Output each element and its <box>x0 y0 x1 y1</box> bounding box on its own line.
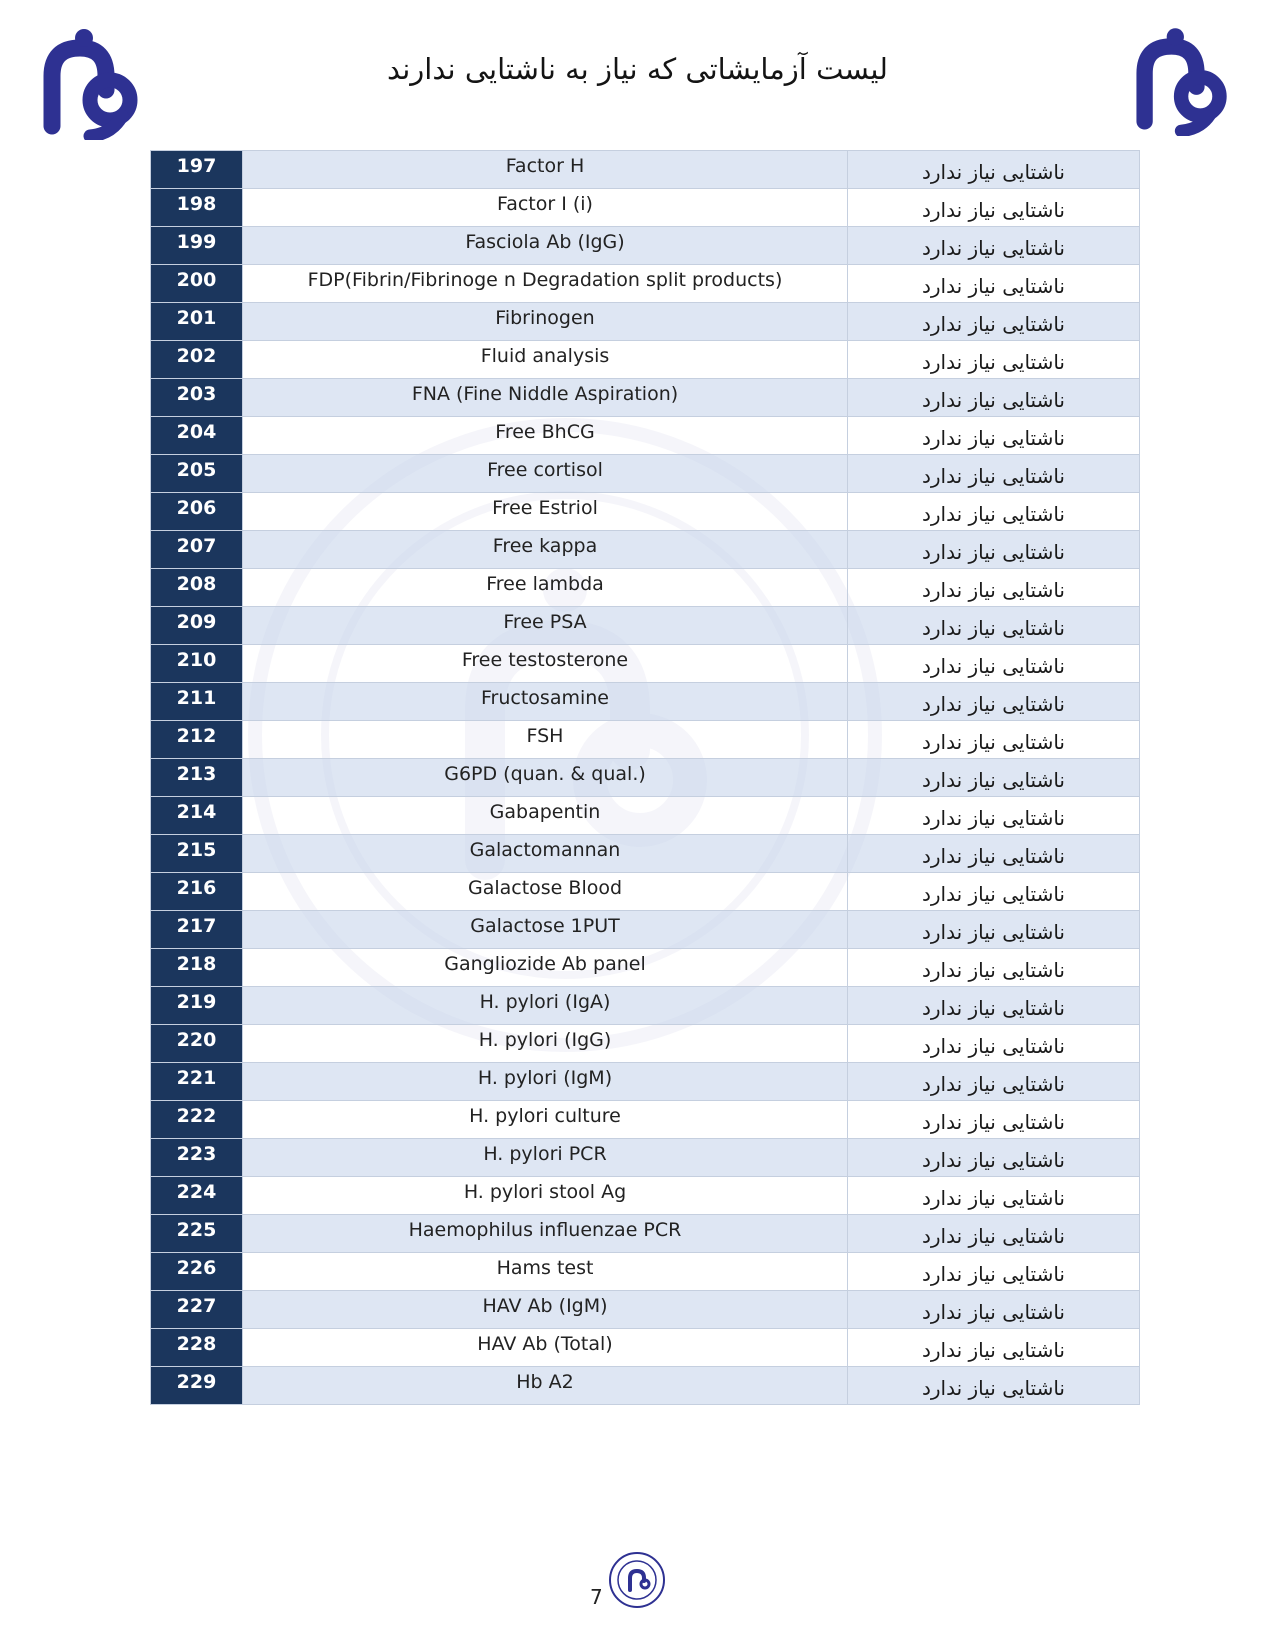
fasting-status: ناشتایی نیاز ندارد <box>848 417 1140 455</box>
fasting-status: ناشتایی نیاز ندارد <box>848 1215 1140 1253</box>
fasting-status: ناشتایی نیاز ندارد <box>848 303 1140 341</box>
table-row <box>151 531 1140 569</box>
test-name: Free BhCG <box>243 417 848 455</box>
test-name: Factor H <box>243 151 848 189</box>
row-number: 210 <box>151 645 243 683</box>
row-number: 219 <box>151 987 243 1025</box>
row-number: 228 <box>151 1329 243 1367</box>
test-name: FNA (Fine Niddle Aspiration) <box>243 379 848 417</box>
test-name: Gabapentin <box>243 797 848 835</box>
fasting-status: ناشتایی نیاز ندارد <box>848 835 1140 873</box>
fasting-status: ناشتایی نیاز ندارد <box>848 797 1140 835</box>
table-row <box>151 683 1140 721</box>
test-name: H. pylori (IgM) <box>243 1063 848 1101</box>
test-name: Free kappa <box>243 531 848 569</box>
test-name: Factor I (i) <box>243 189 848 227</box>
row-number: 199 <box>151 227 243 265</box>
test-name: Free lambda <box>243 569 848 607</box>
table-row <box>151 341 1140 379</box>
table-row <box>151 189 1140 227</box>
row-number: 200 <box>151 265 243 303</box>
fasting-status: ناشتایی نیاز ندارد <box>848 189 1140 227</box>
test-name: H. pylori PCR <box>243 1139 848 1177</box>
table-row <box>151 1063 1140 1101</box>
row-number: 221 <box>151 1063 243 1101</box>
fasting-status: ناشتایی نیاز ندارد <box>848 759 1140 797</box>
table-row <box>151 721 1140 759</box>
table-row <box>151 1177 1140 1215</box>
table-row <box>151 1367 1140 1405</box>
fasting-status: ناشتایی نیاز ندارد <box>848 1101 1140 1139</box>
fasting-status: ناشتایی نیاز ندارد <box>848 645 1140 683</box>
fasting-status: ناشتایی نیاز ندارد <box>848 1025 1140 1063</box>
page-number: 7 <box>590 1585 603 1609</box>
table-row <box>151 987 1140 1025</box>
tests-table <box>150 150 1140 1405</box>
test-name: H. pylori (IgG) <box>243 1025 848 1063</box>
table-row <box>151 1291 1140 1329</box>
fasting-status: ناشتایی نیاز ندارد <box>848 265 1140 303</box>
table-row <box>151 265 1140 303</box>
table-row <box>151 873 1140 911</box>
table-row <box>151 1101 1140 1139</box>
table-row <box>151 1253 1140 1291</box>
fasting-status: ناشتایی نیاز ندارد <box>848 341 1140 379</box>
fasting-status: ناشتایی نیاز ندارد <box>848 1177 1140 1215</box>
fasting-status: ناشتایی نیاز ندارد <box>848 987 1140 1025</box>
test-name: Fluid analysis <box>243 341 848 379</box>
fasting-status: ناشتایی نیاز ندارد <box>848 721 1140 759</box>
row-number: 206 <box>151 493 243 531</box>
fasting-status: ناشتایی نیاز ندارد <box>848 1291 1140 1329</box>
test-name: Free Estriol <box>243 493 848 531</box>
fasting-status: ناشتایی نیاز ندارد <box>848 1367 1140 1405</box>
table-row <box>151 949 1140 987</box>
test-name: H. pylori (IgA) <box>243 987 848 1025</box>
test-name: H. pylori culture <box>243 1101 848 1139</box>
row-number: 218 <box>151 949 243 987</box>
fasting-status: ناشتایی نیاز ندارد <box>848 1063 1140 1101</box>
row-number: 226 <box>151 1253 243 1291</box>
table-row <box>151 1139 1140 1177</box>
table-row <box>151 493 1140 531</box>
test-name: Hb A2 <box>243 1367 848 1405</box>
test-name: HAV Ab (IgM) <box>243 1291 848 1329</box>
row-number: 203 <box>151 379 243 417</box>
test-name: Haemophilus influenzae PCR <box>243 1215 848 1253</box>
table-row <box>151 759 1140 797</box>
fasting-status: ناشتایی نیاز ندارد <box>848 911 1140 949</box>
test-name: HAV Ab (Total) <box>243 1329 848 1367</box>
row-number: 213 <box>151 759 243 797</box>
page-title: لیست آزمایشاتی که نیاز به ناشتایی ندارند <box>386 52 888 86</box>
table-row <box>151 1215 1140 1253</box>
test-name: Gangliozide Ab panel <box>243 949 848 987</box>
test-name: Free testosterone <box>243 645 848 683</box>
test-name: Hams test <box>243 1253 848 1291</box>
row-number: 207 <box>151 531 243 569</box>
row-number: 201 <box>151 303 243 341</box>
row-number: 204 <box>151 417 243 455</box>
fasting-status: ناشتایی نیاز ندارد <box>848 151 1140 189</box>
test-name: Fibrinogen <box>243 303 848 341</box>
test-name: Free cortisol <box>243 455 848 493</box>
fasting-status: ناشتایی نیاز ندارد <box>848 1329 1140 1367</box>
fasting-status: ناشتایی نیاز ندارد <box>848 607 1140 645</box>
table-row <box>151 417 1140 455</box>
table-row <box>151 911 1140 949</box>
table-row <box>151 1329 1140 1367</box>
row-number: 202 <box>151 341 243 379</box>
test-name: FDP(Fibrin/Fibrinoge n Degradation split products) <box>243 265 848 303</box>
footer-seal-icon <box>607 1550 667 1610</box>
fasting-status: ناشتایی نیاز ندارد <box>848 455 1140 493</box>
row-number: 216 <box>151 873 243 911</box>
table-row <box>151 227 1140 265</box>
test-name: Fasciola Ab (IgG) <box>243 227 848 265</box>
row-number: 225 <box>151 1215 243 1253</box>
table-row <box>151 1025 1140 1063</box>
row-number: 227 <box>151 1291 243 1329</box>
test-name: H. pylori stool Ag <box>243 1177 848 1215</box>
table-row <box>151 797 1140 835</box>
row-number: 220 <box>151 1025 243 1063</box>
fasting-status: ناشتایی نیاز ندارد <box>848 949 1140 987</box>
test-name: Free PSA <box>243 607 848 645</box>
table-row <box>151 607 1140 645</box>
row-number: 215 <box>151 835 243 873</box>
row-number: 214 <box>151 797 243 835</box>
row-number: 223 <box>151 1139 243 1177</box>
table-row <box>151 303 1140 341</box>
table-row <box>151 569 1140 607</box>
row-number: 229 <box>151 1367 243 1405</box>
fasting-status: ناشتایی نیاز ندارد <box>848 569 1140 607</box>
test-name: G6PD (quan. & qual.) <box>243 759 848 797</box>
row-number: 198 <box>151 189 243 227</box>
table-row <box>151 379 1140 417</box>
fasting-status: ناشتایی نیاز ندارد <box>848 227 1140 265</box>
table-row <box>151 151 1140 189</box>
row-number: 197 <box>151 151 243 189</box>
test-name: Fructosamine <box>243 683 848 721</box>
table-row <box>151 455 1140 493</box>
row-number: 217 <box>151 911 243 949</box>
test-name: Galactomannan <box>243 835 848 873</box>
row-number: 222 <box>151 1101 243 1139</box>
fasting-status: ناشتایی نیاز ندارد <box>848 1253 1140 1291</box>
test-name: Galactose 1PUT <box>243 911 848 949</box>
table-row <box>151 645 1140 683</box>
fasting-status: ناشتایی نیاز ندارد <box>848 493 1140 531</box>
row-number: 209 <box>151 607 243 645</box>
fasting-status: ناشتایی نیاز ندارد <box>848 873 1140 911</box>
fasting-status: ناشتایی نیاز ندارد <box>848 531 1140 569</box>
row-number: 211 <box>151 683 243 721</box>
fasting-status: ناشتایی نیاز ندارد <box>848 683 1140 721</box>
fasting-status: ناشتایی نیاز ندارد <box>848 379 1140 417</box>
table-row <box>151 835 1140 873</box>
test-name: Galactose Blood <box>243 873 848 911</box>
row-number: 224 <box>151 1177 243 1215</box>
row-number: 212 <box>151 721 243 759</box>
row-number: 205 <box>151 455 243 493</box>
fasting-status: ناشتایی نیاز ندارد <box>848 1139 1140 1177</box>
test-name: FSH <box>243 721 848 759</box>
row-number: 208 <box>151 569 243 607</box>
